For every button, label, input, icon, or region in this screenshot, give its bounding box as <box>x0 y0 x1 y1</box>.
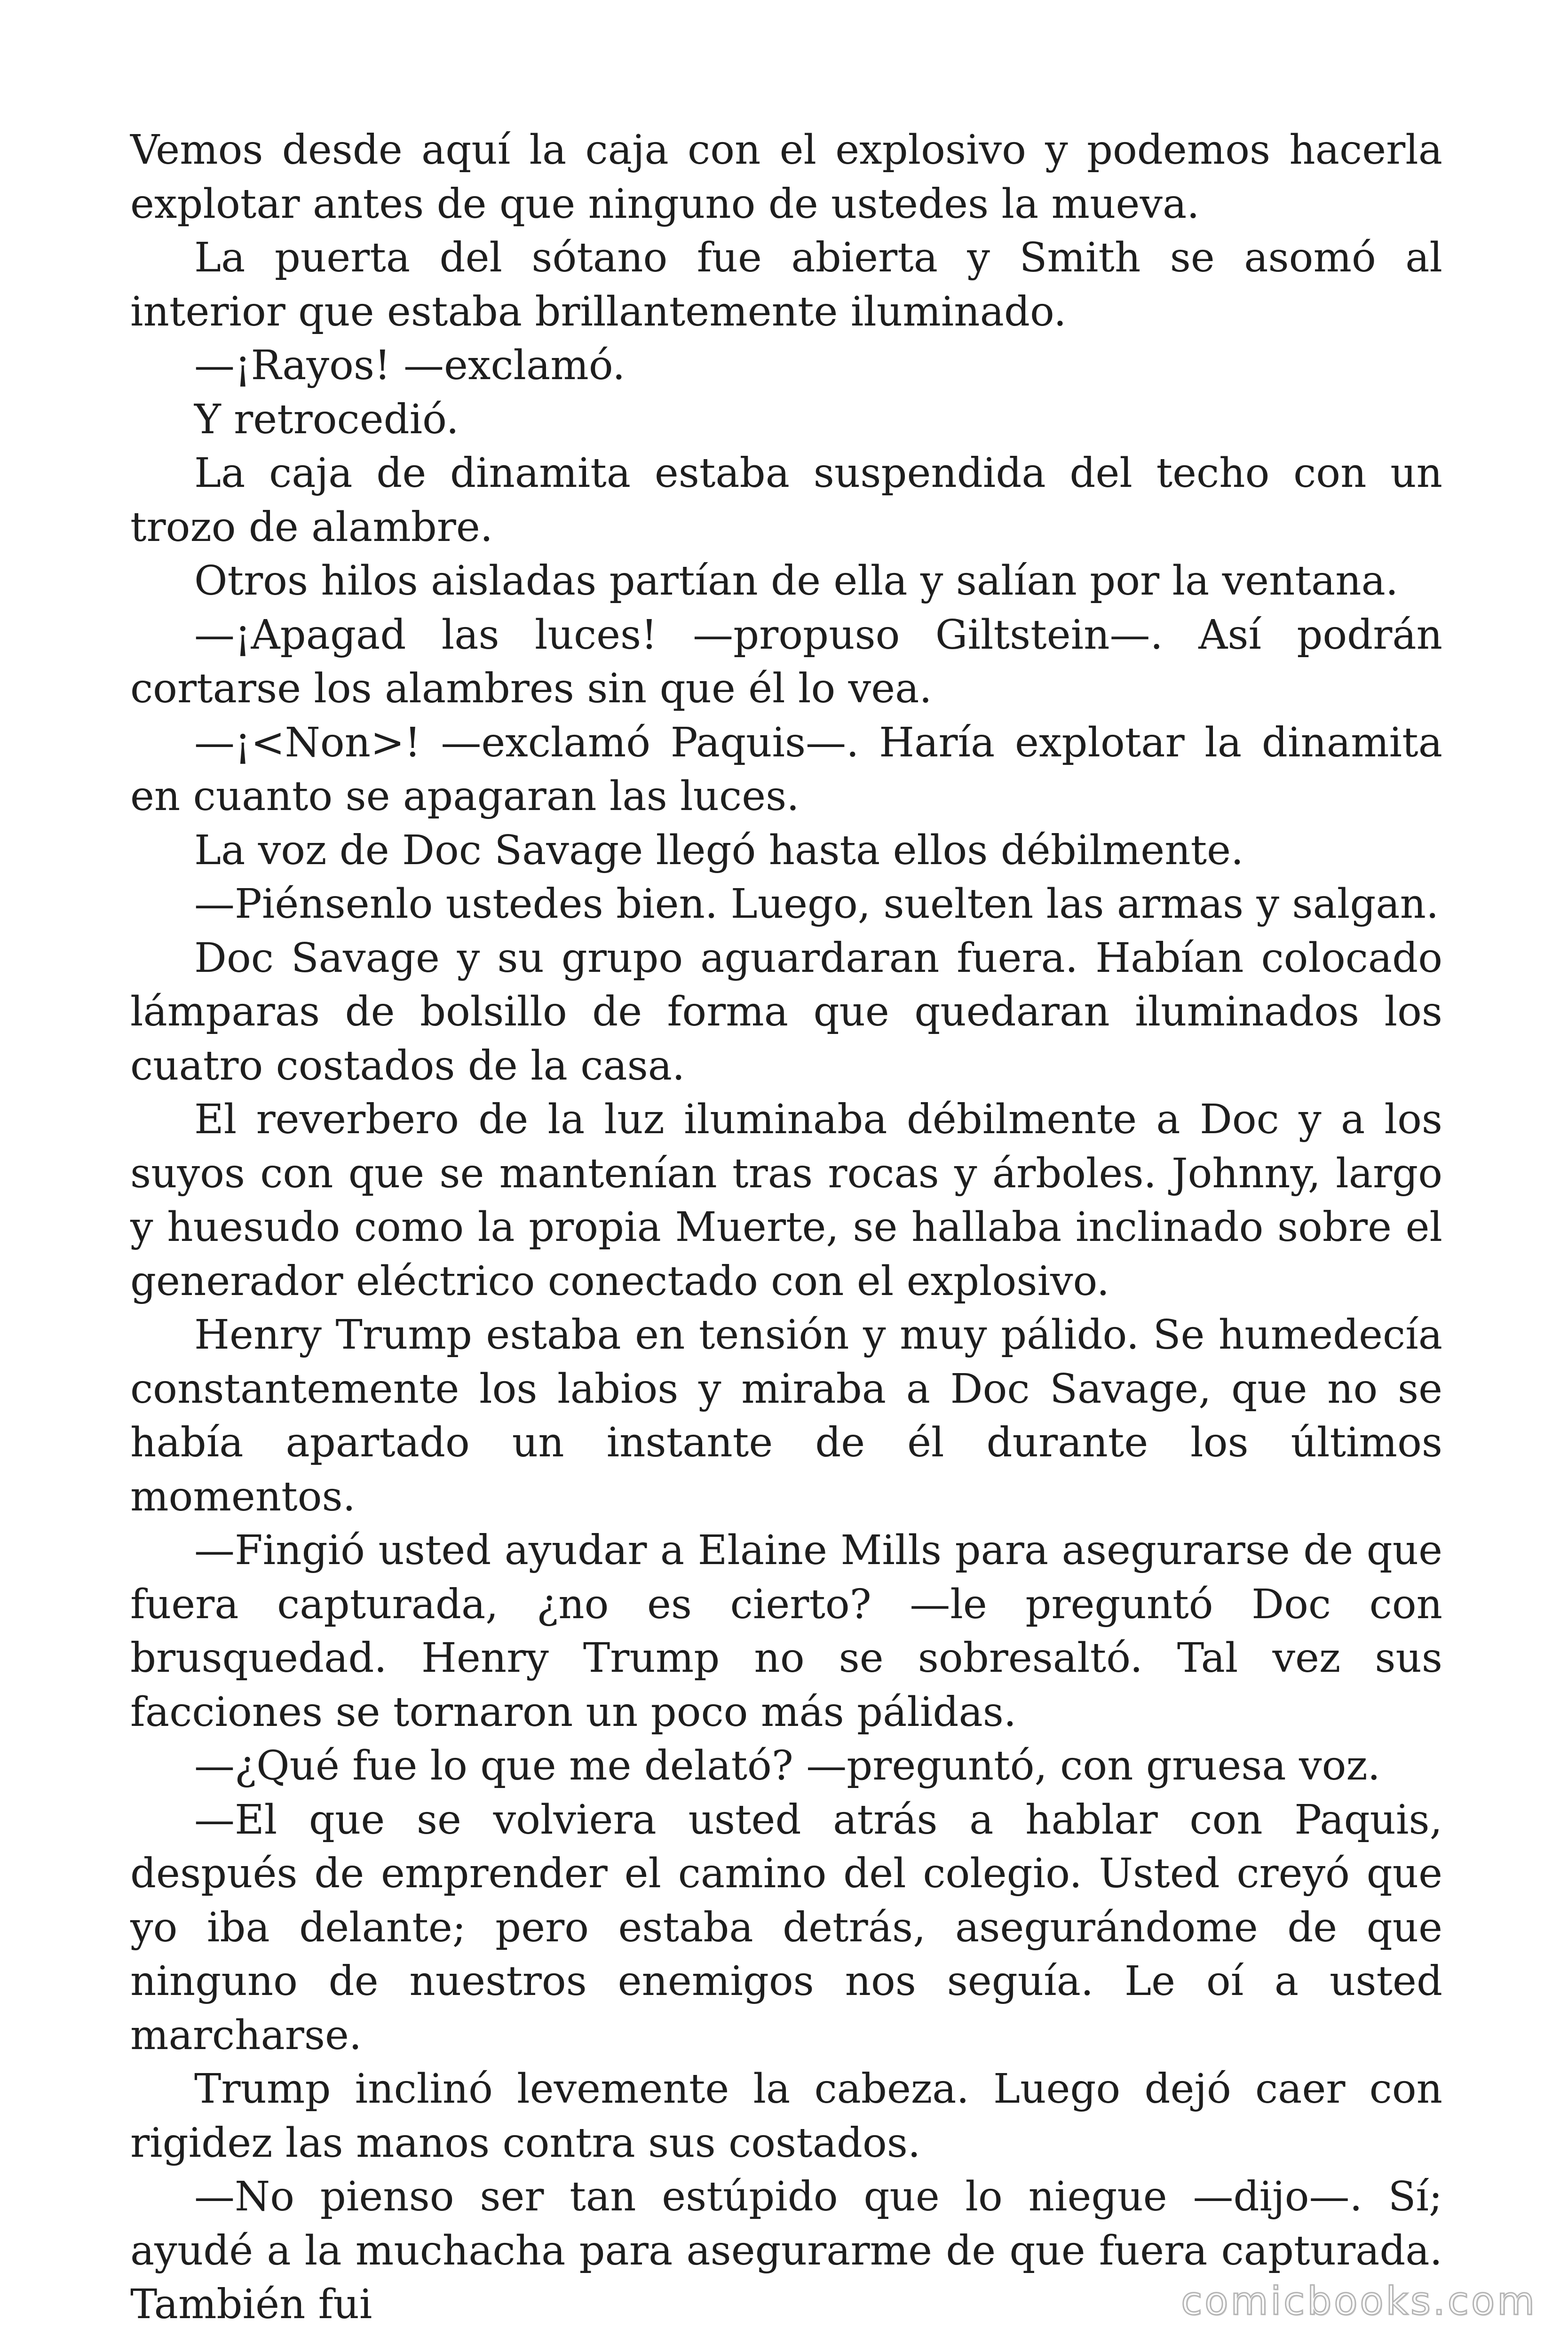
paragraph: El reverbero de la luz iluminaba débilmente a Doc y a los suyos con que se mantenían tras rocas y árboles. Johnny, largo y huesudo como la propia Muerte, se hallaba inclinado sobre el generador eléctrico conectado con el explosivo. <box>130 1096 1442 1305</box>
watermark: comicbooks.com <box>1181 2279 1537 2324</box>
paragraph: Henry Trump estaba en tensión y muy pálido. Se humedecía constantemente los labios y miraba a Doc Savage, que no se había apartado un instante de él durante los últimos momentos. <box>130 1311 1442 1520</box>
paragraph: —El que se volviera usted atrás a hablar con Paquis, después de emprender el camino del colegio. Usted creyó que yo iba delante; pero estaba detrás, asegurándome de que ninguno de nuestros enemigos nos seguía. Le oí a usted marcharse. <box>130 1796 1442 2059</box>
paragraph: Doc Savage y su grupo aguardaran fuera. Habían colocado lámparas de bolsillo de forma que quedaran iluminados los cuatro costados de la casa. <box>130 934 1442 1089</box>
paragraph: La voz de Doc Savage llegó hasta ellos débilmente. <box>194 826 1244 874</box>
paragraph: La puerta del sótano fue abierta y Smith se asomó al interior que estaba brillantemente iluminado. <box>130 234 1442 335</box>
paragraph: —¡Rayos! —exclamó. <box>194 342 626 389</box>
paragraph: Y retrocedió. <box>194 396 459 443</box>
paragraph: Vemos desde aquí la caja con el explosivo y podemos hacerla explotar antes de que ninguno de ustedes la mueva. <box>130 127 1442 228</box>
paragraph: —¿Qué fue lo que me delató? —preguntó, con gruesa voz. <box>194 1742 1381 1789</box>
body-text <box>130 123 1442 2332</box>
paragraph: Otros hilos aisladas partían de ella y salían por la ventana. <box>194 557 1399 604</box>
paragraph: La caja de dinamita estaba suspendida del techo con un trozo de alambre. <box>130 450 1442 551</box>
paragraph: —No pienso ser tan estúpido que lo niegue —dijo—. Sí; ayudé a la muchacha para asegurarme de que fuera capturada. También fui <box>130 2173 1442 2328</box>
paragraph: Trump inclinó levemente la cabeza. Luego dejó caer con rigidez las manos contra sus costados. <box>130 2066 1442 2167</box>
paragraph: —Fingió usted ayudar a Elaine Mills para asegurarse de que fuera capturada, ¿no es cierto? —le preguntó Doc con brusquedad. Henry Trump no se sobresaltó. Tal vez sus facciones se tornaron un poco más pálidas. <box>130 1527 1442 1736</box>
paragraph: —¡Apagad las luces! —propuso Giltstein—. Así podrán cortarse los alambres sin que él lo vea. <box>130 611 1442 712</box>
paragraph: —Piénsenlo ustedes bien. Luego, suelten las armas y salgan. <box>194 881 1439 928</box>
paragraph: —¡<Non>! —exclamó Paquis—. Haría explotar la dinamita en cuanto se apagaran las luces. <box>130 719 1442 820</box>
